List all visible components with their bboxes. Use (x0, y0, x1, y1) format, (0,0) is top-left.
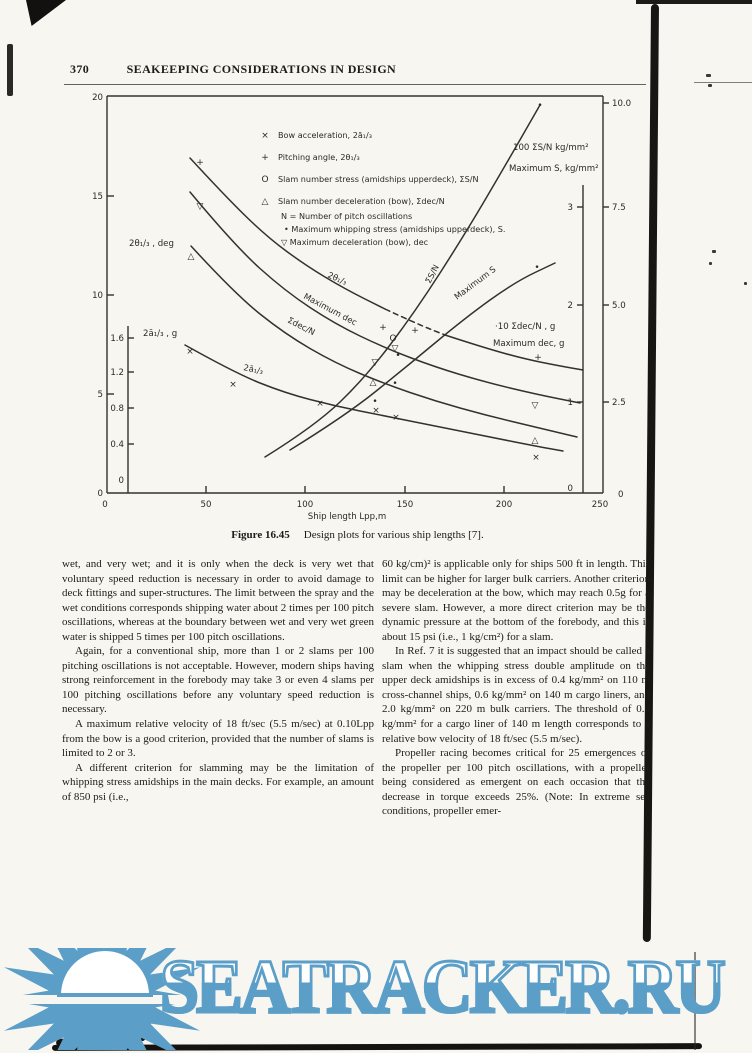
data-marker: × (229, 380, 237, 390)
legend-note-dot: • Maximum whipping stress (amidships upperdeck), S. (284, 224, 506, 234)
curve-label-sdec: Σdec/N (286, 314, 317, 338)
x-axis-label: Ship length Lpp,m (307, 512, 387, 522)
data-marker: △ (187, 252, 195, 262)
svg-text:0.4: 0.4 (110, 440, 124, 450)
data-marker: ▽ (371, 358, 379, 368)
svg-text:Slam number stress (amidships: Slam number stress (amidships upperdeck), ΣS/N (278, 174, 479, 184)
svg-text:2.5: 2.5 (612, 398, 626, 408)
svg-text:10.0: 10.0 (612, 99, 632, 109)
legend-note-nabla: ▽ Maximum deceleration (bow), dec (281, 237, 429, 247)
svg-text:1.2: 1.2 (110, 368, 124, 378)
paragraph: wet, and very wet; and it is only when the deck is very wet that voluntary speed reduction is necessary in order to avoid damage to deck fittings and super-structures. The limit between the spray and the wet conditions corresponds shipping water about 2 times per 100 pitch oscillations, whereas at the boundary between wet and very wet green water is shipped 5 times per 100 pitch oscillations. (62, 558, 374, 643)
figure-16-45-chart (85, 86, 645, 526)
svg-text:10: 10 (92, 291, 103, 301)
left-inner-axis-label: 2ā₁/₃ , g (143, 329, 178, 339)
scan-left-edge-mark (7, 44, 13, 96)
svg-text:0: 0 (102, 500, 108, 510)
scan-speck (712, 250, 716, 253)
svg-text:150: 150 (396, 500, 414, 510)
curves-layer (185, 105, 583, 457)
data-marker: + (411, 326, 419, 336)
data-marker: • (537, 101, 543, 111)
legend-triangle-icon: △ (261, 197, 269, 207)
data-marker: O (389, 334, 397, 344)
svg-text:200: 200 (495, 500, 513, 510)
paragraph: A different criterion for slamming may be the limitation of whipping stress amidships in the main decks. For example, an amount of 850 psi (i.e., (62, 761, 374, 803)
svg-text:Bow acceleration, 2ā₁/₃: Bow acceleration, 2ā₁/₃ (278, 130, 373, 140)
data-marker: ▽ (196, 202, 204, 212)
svg-text:20: 20 (92, 93, 103, 103)
left-outer-axis-label: 2θ₁/₃ , deg (129, 239, 174, 249)
page-number: 370 (70, 62, 90, 76)
watermark (0, 948, 752, 1050)
running-title: SEAKEEPING CONSIDERATIONS IN DESIGN (126, 62, 397, 76)
legend-cross-icon: × (261, 131, 269, 141)
legend-note-n: N = Number of pitch oscillations (281, 211, 413, 221)
data-marker: • (372, 397, 378, 407)
dec-axis-annotation: ·10 Σdec/N , g (495, 322, 556, 332)
svg-text:1.6: 1.6 (110, 334, 124, 344)
svg-text:100: 100 (296, 500, 314, 510)
paragraph: 60 kg/cm)² is applicable only for ships 500 ft in length. This limit can be higher for larger bulk carriers. Another criterion may be deceleration at the bow, which may reach 0.5g for a severe slam. However, a more direct criterion may be the dynamic pressure at the bottom of the forebody, and this is about 15 psi (i.e., 1 kg/cm²) for a slam. (382, 558, 650, 643)
figure-caption (85, 529, 630, 541)
legend (261, 130, 505, 247)
figure-caption-text: Design plots for various ship lengths [7]. (303, 529, 484, 541)
curve-label-maxs: Maximum S (452, 263, 498, 302)
watermark-text: SEATRACKER.RU (160, 948, 723, 1031)
svg-text:0: 0 (618, 490, 624, 500)
data-marker: × (372, 406, 380, 416)
header-rule (64, 84, 646, 85)
curve-label-ssn: ΣS/N (422, 262, 442, 285)
sn-axis-annotation: 100 ΣS/N kg/mm² (513, 143, 589, 153)
curve-label-acc: 2ā₁/₃ (242, 362, 265, 377)
data-marker: • (395, 351, 401, 361)
svg-text:0: 0 (97, 489, 103, 499)
svg-text:5.0: 5.0 (612, 301, 626, 311)
markers-layer (186, 101, 542, 463)
body-column-right (382, 557, 650, 819)
svg-text:250: 250 (591, 500, 609, 510)
data-marker: + (196, 158, 204, 168)
data-marker: × (186, 347, 194, 357)
scan-speck (744, 282, 747, 285)
paragraph: Propeller racing becomes critical for 25 emergences of the propeller per 100 pitch oscillations, with a propeller being considered as emergent on each occasion that the decrease in torque exceeds 25%. (Note: In extreme sea conditions, propeller emer- (382, 747, 650, 818)
svg-text:7.5: 7.5 (612, 203, 626, 213)
scan-speck (709, 262, 712, 265)
svg-text:Pitching angle, 2θ₁/₃: Pitching angle, 2θ₁/₃ (278, 152, 360, 162)
data-marker: ▽ (531, 401, 539, 411)
legend-circle-icon: O (261, 175, 269, 185)
svg-text:0: 0 (118, 476, 124, 486)
svg-text:0.8: 0.8 (110, 404, 124, 414)
svg-text:3: 3 (567, 203, 573, 213)
data-marker: × (392, 413, 400, 423)
curve-label-pitch: 2θ₁/₃ (326, 269, 349, 287)
data-marker: × (532, 453, 540, 463)
paragraph: A maximum relative velocity of 18 ft/sec (5.5 m/sec) at 0.10Lpp from the bow is a good criterion, provided that the number of slams is limited to 2 or 3. (62, 718, 374, 760)
paragraph: Again, for a conventional ship, more than 1 or 2 slams per 100 pitching oscillations is not acceptable. However, modern ships having strong reinforcement in the forebody may take 3 or even 4 slams per 100 pitching oscillations before any voluntary speed reduction is necessary. (62, 645, 374, 716)
maxdec-axis-annotation: Maximum dec, g (493, 339, 565, 349)
legend-plus-icon: + (261, 153, 269, 163)
data-marker: × (316, 399, 324, 409)
scan-top-edge (636, 0, 752, 4)
figure-caption-label: Figure 16.45 (231, 529, 290, 541)
data-marker: • (534, 263, 540, 273)
data-marker: + (534, 353, 542, 363)
svg-text:1: 1 (567, 398, 573, 408)
axis-tick-labels (92, 93, 631, 510)
scan-corner-fold (26, 0, 66, 26)
scan-speck (708, 84, 712, 87)
svg-text:5: 5 (97, 390, 103, 400)
data-marker: • (392, 379, 398, 389)
data-marker: △ (531, 436, 539, 446)
data-marker: ▽ (391, 344, 399, 354)
svg-text:50: 50 (200, 500, 212, 510)
maxs-axis-annotation: Maximum S, kg/mm² (509, 164, 599, 174)
scan-speck (706, 74, 711, 77)
body-column-left (62, 557, 374, 804)
svg-text:2: 2 (567, 301, 573, 311)
paragraph: In Ref. 7 it is suggested that an impact should be called a slam when the whipping stress double amplitude on the upper deck amidships is in excess of 0.4 kg/mm² on 110 m cross-channel ships, 0.6 kg/mm² on 140 m cargo liners, and 2.0 kg/mm² on 220 m bulk carriers. The threshold of 0.6 kg/mm² for a cargo liner of 140 m length corresponds to a relative bow velocity of 18 ft/sec (5.5 m/sec). (382, 645, 650, 745)
header-rule-fragment (694, 82, 752, 83)
data-marker: △ (369, 378, 377, 388)
svg-text:15: 15 (92, 192, 103, 202)
curve-label-maxdec: Maximum dec (302, 290, 359, 328)
page-header (70, 62, 630, 77)
svg-text:Slam number deceleration (bow): Slam number deceleration (bow), Σdec/N (278, 196, 445, 206)
data-marker: + (379, 323, 387, 333)
svg-text:0: 0 (567, 484, 573, 494)
